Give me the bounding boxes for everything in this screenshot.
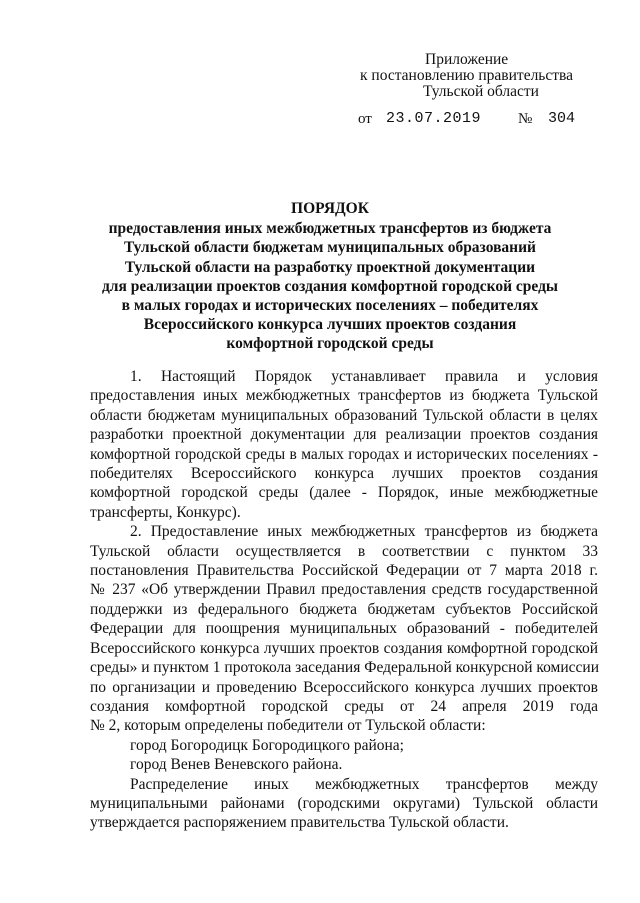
paragraph-line: трансферты, Конкурс). [90, 503, 241, 521]
title-line: Тульской области на разработку проектной документации [124, 258, 536, 276]
title-line: комфортной городской среды [226, 335, 434, 353]
paragraph-line: Распределение иных межбюджетных трансфертов между [130, 775, 598, 793]
document-body [90, 367, 598, 833]
paragraph-line: создания комфортной городской среды от 24 апреля 2019 года [90, 697, 598, 715]
city-item: город Богородицк Богородицкого района; [130, 736, 404, 754]
appendix-region: Тульской области [423, 83, 539, 100]
paragraph-line: комфортной городской среды в малых городах и исторических поселениях - [90, 445, 598, 463]
paragraph-line: комфортной городской среды (далее - Порядок, иные межбюджетные [90, 484, 598, 502]
paragraph-line: Всероссийского конкурса лучших проектов создания комфортной городской [90, 639, 598, 657]
paragraph-2 [90, 522, 598, 735]
paragraph-line: поддержки из федерального бюджета бюджетам субъектов Российской [90, 600, 598, 618]
decree-date: 23.07.2019 [386, 110, 482, 127]
paragraph-line: постановления Правительства Российской Федерации от 7 марта 2018 г. [90, 562, 598, 580]
paragraph-line: № 237 «Об утверждении Правил предоставления средств государственной [90, 581, 598, 599]
paragraph-line: предоставления иных межбюджетных трансфертов из бюджета Тульской [90, 387, 598, 405]
city-item: город Венев Веневского района. [130, 756, 343, 774]
cities-list [90, 736, 598, 775]
paragraph-line: 2. Предоставление иных межбюджетных трансфертов из бюджета [130, 523, 598, 541]
paragraph-line: муниципальными районами (городскими округами) Тульской области [90, 794, 598, 812]
appendix-reference: к постановлению правительства [360, 67, 574, 84]
decree-number: 304 [548, 110, 576, 127]
paragraph-1 [90, 367, 598, 522]
appendix-title: Приложение [425, 51, 509, 68]
paragraph-3 [90, 775, 598, 833]
paragraph-line: Тульской области осуществляется в соответствии с пунктом 33 [90, 542, 598, 560]
paragraph-line: № 2, которым определены победители от Тульской области: [90, 717, 486, 735]
paragraph-line: 1. Настоящий Порядок устанавливает правила и условия [130, 368, 598, 385]
paragraph-line: разработки проектной документации для реализации проектов создания [90, 426, 598, 444]
decree-from-label: от [358, 111, 372, 127]
title-main: ПОРЯДОК [291, 200, 369, 217]
appendix-header [300, 52, 630, 100]
paragraph-line: области бюджетам муниципальных образований Тульской области в целях [90, 406, 598, 424]
paragraph-line: Федерации для поощрения муниципальных образований - победителей [90, 620, 598, 638]
paragraph-line: утверждается распоряжением правительства Тульской области. [90, 814, 509, 832]
title-line: Всероссийского конкурса лучших проектов создания [143, 316, 517, 334]
title-line: Тульской области бюджетам муниципальных образований [124, 239, 536, 257]
document-title [60, 199, 600, 354]
paragraph-line: среды» и пунктом 1 протокола заседания Федеральной конкурсной комиссии [90, 659, 600, 677]
paragraph-line: победителях Всероссийского конкурса лучших проектов создания [90, 465, 598, 483]
title-line: предоставления иных межбюджетных трансфертов из бюджета [108, 220, 552, 238]
title-line: для реализации проектов создания комфортной городской среды [101, 277, 559, 295]
paragraph-line: по организации и проведению Всероссийского конкурса лучших проектов [90, 678, 598, 696]
decree-number-sign: № [518, 111, 533, 127]
title-line: в малых городах и исторических поселениях – победителях [121, 297, 539, 315]
